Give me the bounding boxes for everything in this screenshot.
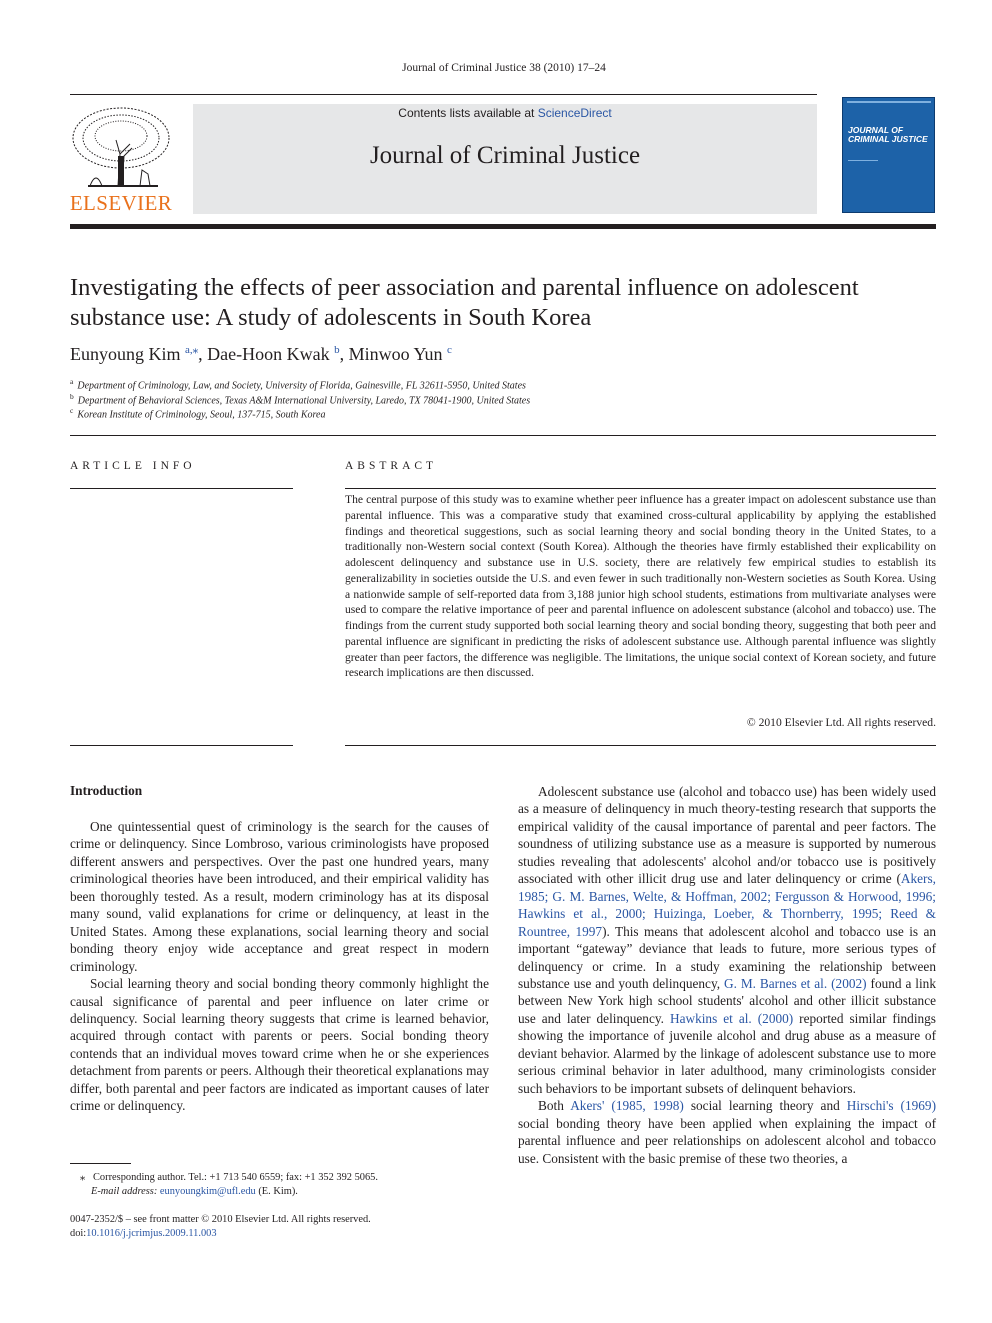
article-title [70, 273, 940, 333]
footnote-text: Corresponding author. Tel.: +1 713 540 6559; fax: +1 352 392 5065. [93, 1172, 378, 1183]
cover-title: JOURNAL OF CRIMINAL JUSTICE [848, 125, 928, 144]
article-info-heading: ARTICLE INFO [70, 460, 196, 472]
journal-reference: Journal of Criminal Justice 38 (2010) 17–24 [402, 62, 606, 74]
corresponding-author-mark[interactable]: ⁎ [192, 344, 199, 356]
footnote-rule [70, 1163, 131, 1164]
author-name: Dae-Hoon Kwak [207, 344, 330, 364]
paragraph: One quintessential quest of criminology is the search for the causes of crime or delinquency. Since Lombroso, various criminologists have proposed different answers and perspectives. Over the past one hundred years, many criminological theories have been introduced, and their empirical validity has been thoroughly tested. As a result, modern criminology has at its disposal many sound, valid explanations for crime or delinquency, at least in the United States. Among these explanations, social learning theory and social bonding theory enjoy wide acceptance and great respect in modern criminology. [70, 819, 489, 974]
cover-stripe [847, 101, 931, 103]
journal-cover-thumbnail[interactable] [842, 97, 935, 213]
email-label: E-mail address: [91, 1186, 160, 1197]
text-run: found a link between New York high school students' alcohol and other illicit substance use and later delinquency. [518, 975, 936, 1026]
title-line-1: Investigating the effects of peer association and parental influence on adolescent [70, 274, 859, 301]
text-run: Both [538, 1098, 571, 1114]
citation-link[interactable]: Hawkins et al. (2000) [669, 1010, 794, 1026]
elsevier-wordmark: ELSEVIER [69, 191, 173, 215]
title-line-2: substance use: A study of adolescents in South Korea [70, 304, 592, 331]
doi-label: doi: [70, 1228, 87, 1239]
affiliation-text: Department of Criminology, Law, and Society, University of Florida, Gainesville, FL 32611-5950, United States [77, 380, 526, 392]
citation-link[interactable]: G. M. Barnes et al. (2002) [723, 975, 867, 991]
affiliation-text: Department of Behavioral Sciences, Texas A&M International University, Laredo, TX 78041-1900, United States [77, 395, 531, 407]
affiliation-mark: a [70, 377, 74, 386]
text-run: Adolescent substance use (alcohol and tobacco use) has been widely used as a measure of delinquency in much theory-testing research that supports the empirical validity of the causal importance of parental and peer factors. The soundness of utilizing substance use as a measure is supported by numerous studies revealing that adolescents' alcohol and/or tobacco use is positively associated with other illicit drug use and later delinquency or crime ( [518, 784, 936, 887]
author-affiliation-mark[interactable]: c [446, 344, 452, 356]
header-thick-rule [70, 224, 936, 229]
affiliation [70, 377, 526, 391]
doi-link[interactable]: 10.1016/j.jcrimjus.2009.11.003 [86, 1228, 217, 1239]
citation-link[interactable]: Akers, 1985; G. M. Barnes, Welte, & Hoffman, 2002; Fergusson & Horwood, 1996; Hawkins et al., 2000; Huizinga, Loeber, & Thornberry, 1995; Reed & Rountree, 1997 [518, 871, 936, 939]
author-separator: , [198, 344, 208, 364]
journal-banner [193, 104, 817, 214]
affiliation-mark: c [70, 406, 74, 415]
cover-line [848, 160, 878, 161]
abstract-bottom-rule [345, 745, 936, 746]
email-link[interactable]: eunyoungkim@ufl.edu [159, 1186, 256, 1197]
article-info-rule [70, 488, 293, 489]
elsevier-logo[interactable] [68, 104, 174, 216]
text-run: reported similar findings showing the importance of juvenile alcohol and drug abuse as a measure of deviant behavior. Alarmed by the linkage of adolescent substance use to more serious criminal behavior in later adulthood, many criminologists consider such behaviors to be important subsets of delinquent behaviors. [518, 1010, 936, 1096]
text-run: social bonding theory have been applied when explaining the impact of parental influence and peer relationships on adolescent alcohol and tobacco use. Consistent with the basic premise of these two theories, a [518, 1115, 936, 1166]
affiliation-text: Korean Institute of Criminology, Seoul, 137-715, South Korea [77, 409, 326, 421]
author-name: Eunyoung Kim [70, 344, 181, 364]
paragraph [518, 783, 936, 1097]
email-suffix: (E. Kim). [255, 1186, 298, 1197]
journal-name: Journal of Criminal Justice [369, 142, 641, 169]
abstract-heading: ABSTRACT [345, 460, 438, 472]
footnote-corresponding [80, 1171, 378, 1183]
top-rule [70, 94, 817, 95]
introduction-heading: Introduction [70, 783, 143, 798]
author-list [70, 343, 452, 365]
abstract-text: The central purpose of this study was to examine whether peer influence has a greater impact on adolescent substance use than parental influence. This was a comparative study that examined cross-cultural applicability by applying the established findings and theoretical suggestions, such as social learning theory and social bonding theory in the United States, to a traditionally non-Western social context (South Korea). Although the theories have firmly established their explicability on adolescent delinquency and substance use in U.S. society, there are relatively few empirical studies to establish its generalizability in societies outside the U.S. and even fewer in such traditionally non-Western societies as South Korea. Using a nationwide sample of self-reported data from 3,188 junior high school students, estimations from multivariate analyses were used to compare the relative importance of peer and parental influence on adolescent substance (alcohol and tobacco) use. The findings from the current study supported both social learning theory and social bonding theory, suggesting that both peer and parental influence are significant in predicting the risks of adolescent substance use. Although parental influence was slightly greater than peer factors, the difference was negligible. The limitations, the unique social context of Korean society, and future research implications are then discussed. [345, 493, 936, 680]
citation-link[interactable]: Akers' (1985, 1998) [570, 1098, 684, 1114]
issn-line: 0047-2352/$ – see front matter © 2010 Elsevier Ltd. All rights reserved. [70, 1214, 371, 1225]
article-info-bottom-rule [70, 745, 293, 746]
elsevier-tree-icon [68, 104, 174, 190]
doi-line [70, 1228, 217, 1239]
author-affiliation-mark[interactable]: b [334, 344, 340, 356]
contents-line [193, 106, 817, 120]
footnote-email [91, 1186, 298, 1197]
footnote-mark: ⁎ [80, 1172, 86, 1183]
author-affiliation-mark[interactable]: a, [185, 344, 193, 356]
abstract-rule [345, 488, 936, 489]
text-run: social learning theory and [683, 1098, 847, 1114]
author-name: Minwoo Yun [348, 344, 443, 364]
affiliation [70, 406, 325, 420]
sciencedirect-link[interactable]: ScienceDirect [537, 106, 612, 120]
citation-link[interactable]: Hirschi's (1969) [846, 1098, 937, 1114]
paragraph [518, 1097, 936, 1167]
affiliation [70, 392, 530, 406]
author-separator: , [339, 344, 349, 364]
text-run: ). This means that adolescent alcohol and tobacco use is an important “gateway” deviance that leads to future, more serious types of delinquency or crime. In a study examining the relationship between substance use and youth delinquency, [518, 923, 937, 991]
affiliation-mark: b [70, 392, 74, 401]
left-body-column [70, 818, 489, 1115]
paragraph: Social learning theory and social bonding theory commonly highlight the causal significance of parental and peer influence on later crime or delinquency. Social learning theory suggests that crime is learned behavior, acquired through contact with parents or peers. Social bonding theory contends that an individual moves toward crime when he or she experiences detachment from parents or peers. Although their theoretical explanations may differ, both parental and peer factors are indicated as important causes of later crime or delinquency. [70, 976, 489, 1114]
contents-prefix: Contents lists available at [398, 106, 538, 120]
section-rule [70, 435, 936, 436]
abstract-copyright: © 2010 Elsevier Ltd. All rights reserved. [746, 716, 936, 729]
right-body-column [518, 783, 936, 1167]
